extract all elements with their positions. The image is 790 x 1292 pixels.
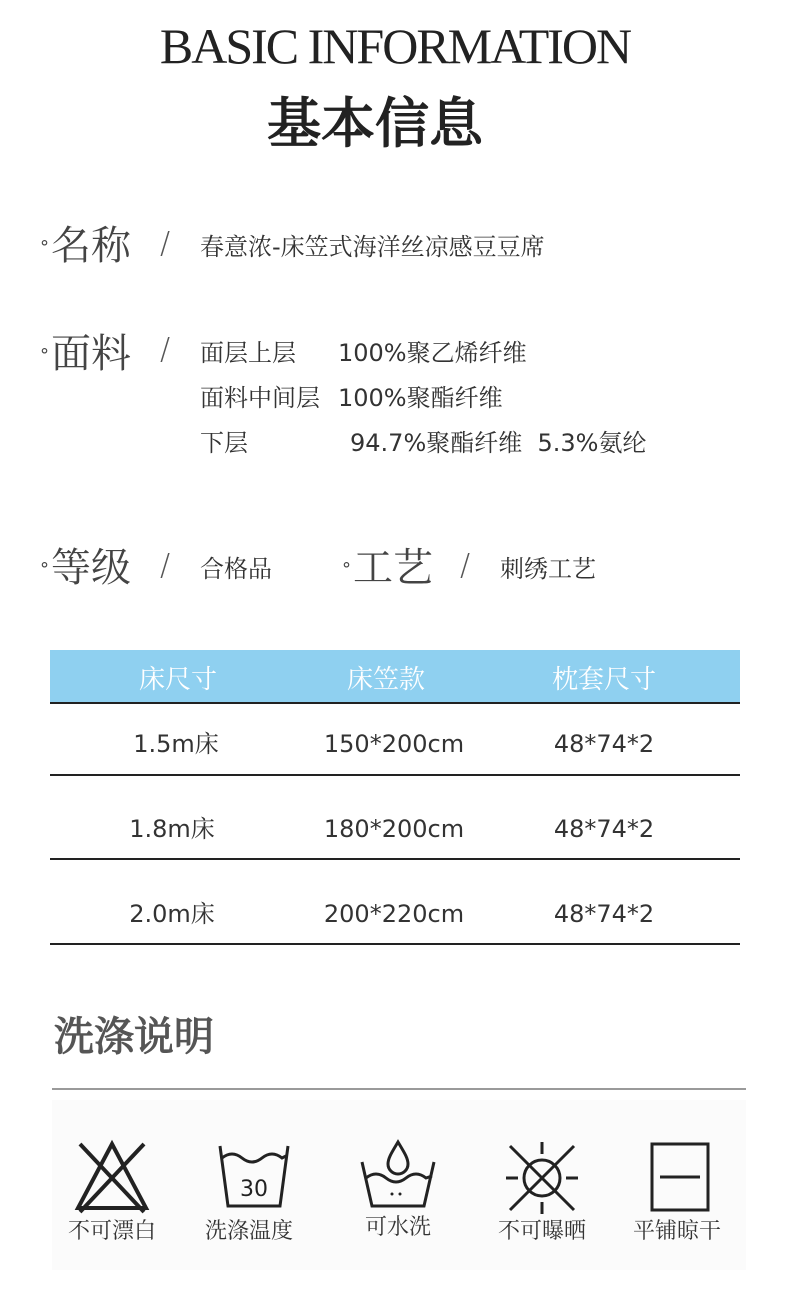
- separator-slash: /: [160, 332, 171, 367]
- header-pillowcase-size: 枕套尺寸: [551, 665, 656, 695]
- table-divider: [50, 774, 740, 776]
- english-title: BASIC INFORMATION: [159, 18, 631, 74]
- fabric-layer-top: 面层上层: [200, 339, 296, 367]
- hand-wash-label: 可水洗: [364, 1215, 431, 1240]
- row3-fitted-sheet: 200*220cm: [323, 900, 465, 928]
- row2-bed-size: 1.8m床: [129, 815, 215, 843]
- craft-value: 刺绣工艺: [500, 555, 596, 583]
- grade-label: [40, 544, 131, 594]
- row1-pillowcase: 48*74*2: [553, 730, 655, 758]
- fabric-material-middle: 100%聚酯纤维: [338, 384, 503, 412]
- grade-value: 合格品: [200, 555, 272, 583]
- name-label-text: 名称: [51, 223, 131, 269]
- no-bleach-label: 不可漂白: [67, 1219, 156, 1244]
- craft-label-text: 工艺: [353, 545, 433, 591]
- chinese-title: 基本信息: [267, 92, 483, 155]
- craft-label: [342, 544, 433, 594]
- wash-30-icon: [214, 1138, 294, 1218]
- grade-label-text: 等级: [51, 545, 131, 591]
- row2-fitted-sheet: 180*200cm: [323, 815, 465, 843]
- table-divider: [50, 858, 740, 860]
- table-divider: [50, 702, 740, 704]
- fabric-layer-bottom: 下层: [200, 429, 248, 457]
- wash-temperature: 30: [240, 1177, 268, 1202]
- no-bleach-icon: [72, 1138, 152, 1218]
- separator-slash: /: [160, 226, 171, 261]
- header-fitted-sheet: 床笠款: [346, 665, 425, 695]
- row2-pillowcase: 48*74*2: [553, 815, 655, 843]
- name-label: [40, 222, 131, 272]
- no-sun-dry-icon: [502, 1138, 582, 1218]
- fabric-label: [40, 330, 131, 380]
- flat-dry-icon: [646, 1140, 726, 1220]
- bullet-dot: °: [342, 559, 351, 580]
- row3-pillowcase: 48*74*2: [553, 900, 655, 928]
- washing-divider: [52, 1088, 746, 1090]
- separator-slash: /: [460, 548, 471, 583]
- hand-wash-icon: [358, 1138, 438, 1218]
- bullet-dot: °: [40, 559, 49, 580]
- header-bed-size: 床尺寸: [138, 665, 217, 695]
- wash-temperature-label: 洗涤温度: [204, 1219, 293, 1244]
- fabric-material-top: 100%聚乙烯纤维: [338, 339, 527, 367]
- row1-bed-size: 1.5m床: [133, 730, 219, 758]
- no-sun-dry-label: 不可曝晒: [497, 1219, 586, 1244]
- bullet-dot: °: [40, 345, 49, 366]
- row3-bed-size: 2.0m床: [129, 900, 215, 928]
- washing-title: 洗涤说明: [54, 1014, 214, 1060]
- name-value: 春意浓-床笠式海洋丝凉感豆豆席: [200, 233, 545, 261]
- fabric-label-text: 面料: [51, 331, 131, 377]
- row1-fitted-sheet: 150*200cm: [323, 730, 465, 758]
- fabric-material-bottom: 94.7%聚酯纤维 5.3%氨纶: [350, 429, 647, 457]
- table-divider: [50, 943, 740, 945]
- separator-slash: /: [160, 548, 171, 583]
- fabric-layer-middle: 面料中间层: [200, 384, 320, 412]
- bullet-dot: °: [40, 237, 49, 258]
- flat-dry-label: 平铺晾干: [632, 1219, 721, 1244]
